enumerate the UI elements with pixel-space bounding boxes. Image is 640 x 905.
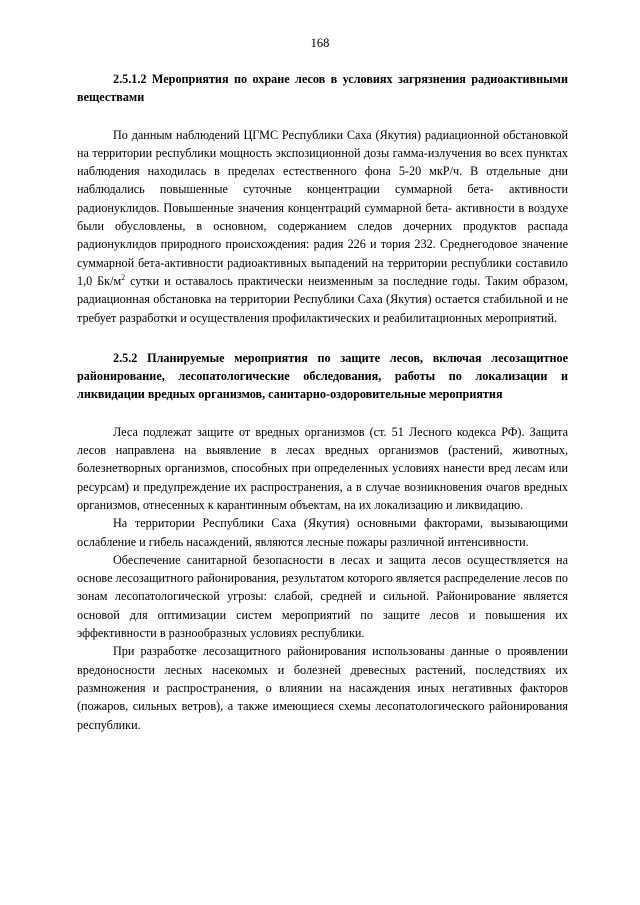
- section-heading-2-5-2: 2.5.2 Планируемые мероприятия по защите лесов, включая лесозащитное районирование, лесопатологические обследования, работы по локализации и ликвидации вредных организмов, санитарно-оздоровительные мероприятия: [77, 350, 568, 402]
- section-heading-2-5-1-2: 2.5.1.2 Мероприятия по охране лесов в условиях загрязнения радиоактивными веществами: [77, 72, 568, 105]
- paragraph-main-factors: На территории Республики Саха (Якутия) основными факторами, вызывающими ослабление и гибель насаждений, являются лесные пожары различной интенсивности.: [77, 516, 568, 549]
- superscript: 2: [121, 272, 126, 282]
- paragraph-zoning-data: При разработке лесозащитного районирования использованы данные о проявлении вредоносности лесных насекомых и болезней древесных растений, последствиях их размножения и распространения, о влиянии на насаждения иных негативных факторов (пожаров, сильных ветров), а также имеющиеся схемы лесопатологического районирования республики.: [77, 644, 568, 732]
- page-content: [77, 70, 568, 734]
- paragraph-radiation-monitoring: [77, 126, 568, 327]
- paragraph-forest-protection-law: Леса подлежат защите от вредных организмов (ст. 51 Лесного кодекса РФ). Защита лесов направлена на выявление в лесах вредных организмов (растений, животных, болезнетворных организмов, способных при определенных условиях нанести вред лесам или ресурсам) и предупреждение их распространения, а в случае возникновения очагов вредных организмов, отнесенных к карантинным объектам, на их локализацию и ликвидацию.: [77, 424, 568, 512]
- paragraph-text: сутки и оставалось практически неизменным за последние годы. Таким образом, радиационная обстановка на территории Республики Саха (Якутия) остается стабильной и не требует разработки и осуществления профилактических и реабилитационных мероприятий.: [77, 273, 568, 325]
- paragraph-text: По данным наблюдений ЦГМС Республики Саха (Якутия) радиационной обстановкой на территории республики мощность экспозиционной дозы гамма-излучения во всех пунктах наблюдения находилась в пределах естественного фона 5-20 мкР/ч. В отдельные дни наблюдались повышенные суточные концентрации суммарной бета- активности радионуклидов. Повышенные значения концентраций суммарной бета- активности в воздухе были обусловлены, в основном, содержанием следов дочерних продуктов распада радионуклидов природного происхождения: радия 226 и тория 232. Среднегодовое значение суммарной бета-активности радиоактивных выпадений на территории республики составило 1,0 Бк/м: [77, 127, 568, 288]
- section-body-radiation: [77, 126, 568, 327]
- page-number: 168: [310, 36, 330, 50]
- paragraph-zoning: Обеспечение санитарной безопасности в лесах и защита лесов осуществляется на основе лесозащитного районирования, результатом которого является распределение лесов по зонам лесопатологической угрозы: слабой, средней и сильной. Районирование является основой для оптимизации систем мероприятий по защите лесов и повышения их эффективности в разнообразных условиях республики.: [77, 552, 568, 641]
- section-body-forest-protection: [77, 423, 568, 734]
